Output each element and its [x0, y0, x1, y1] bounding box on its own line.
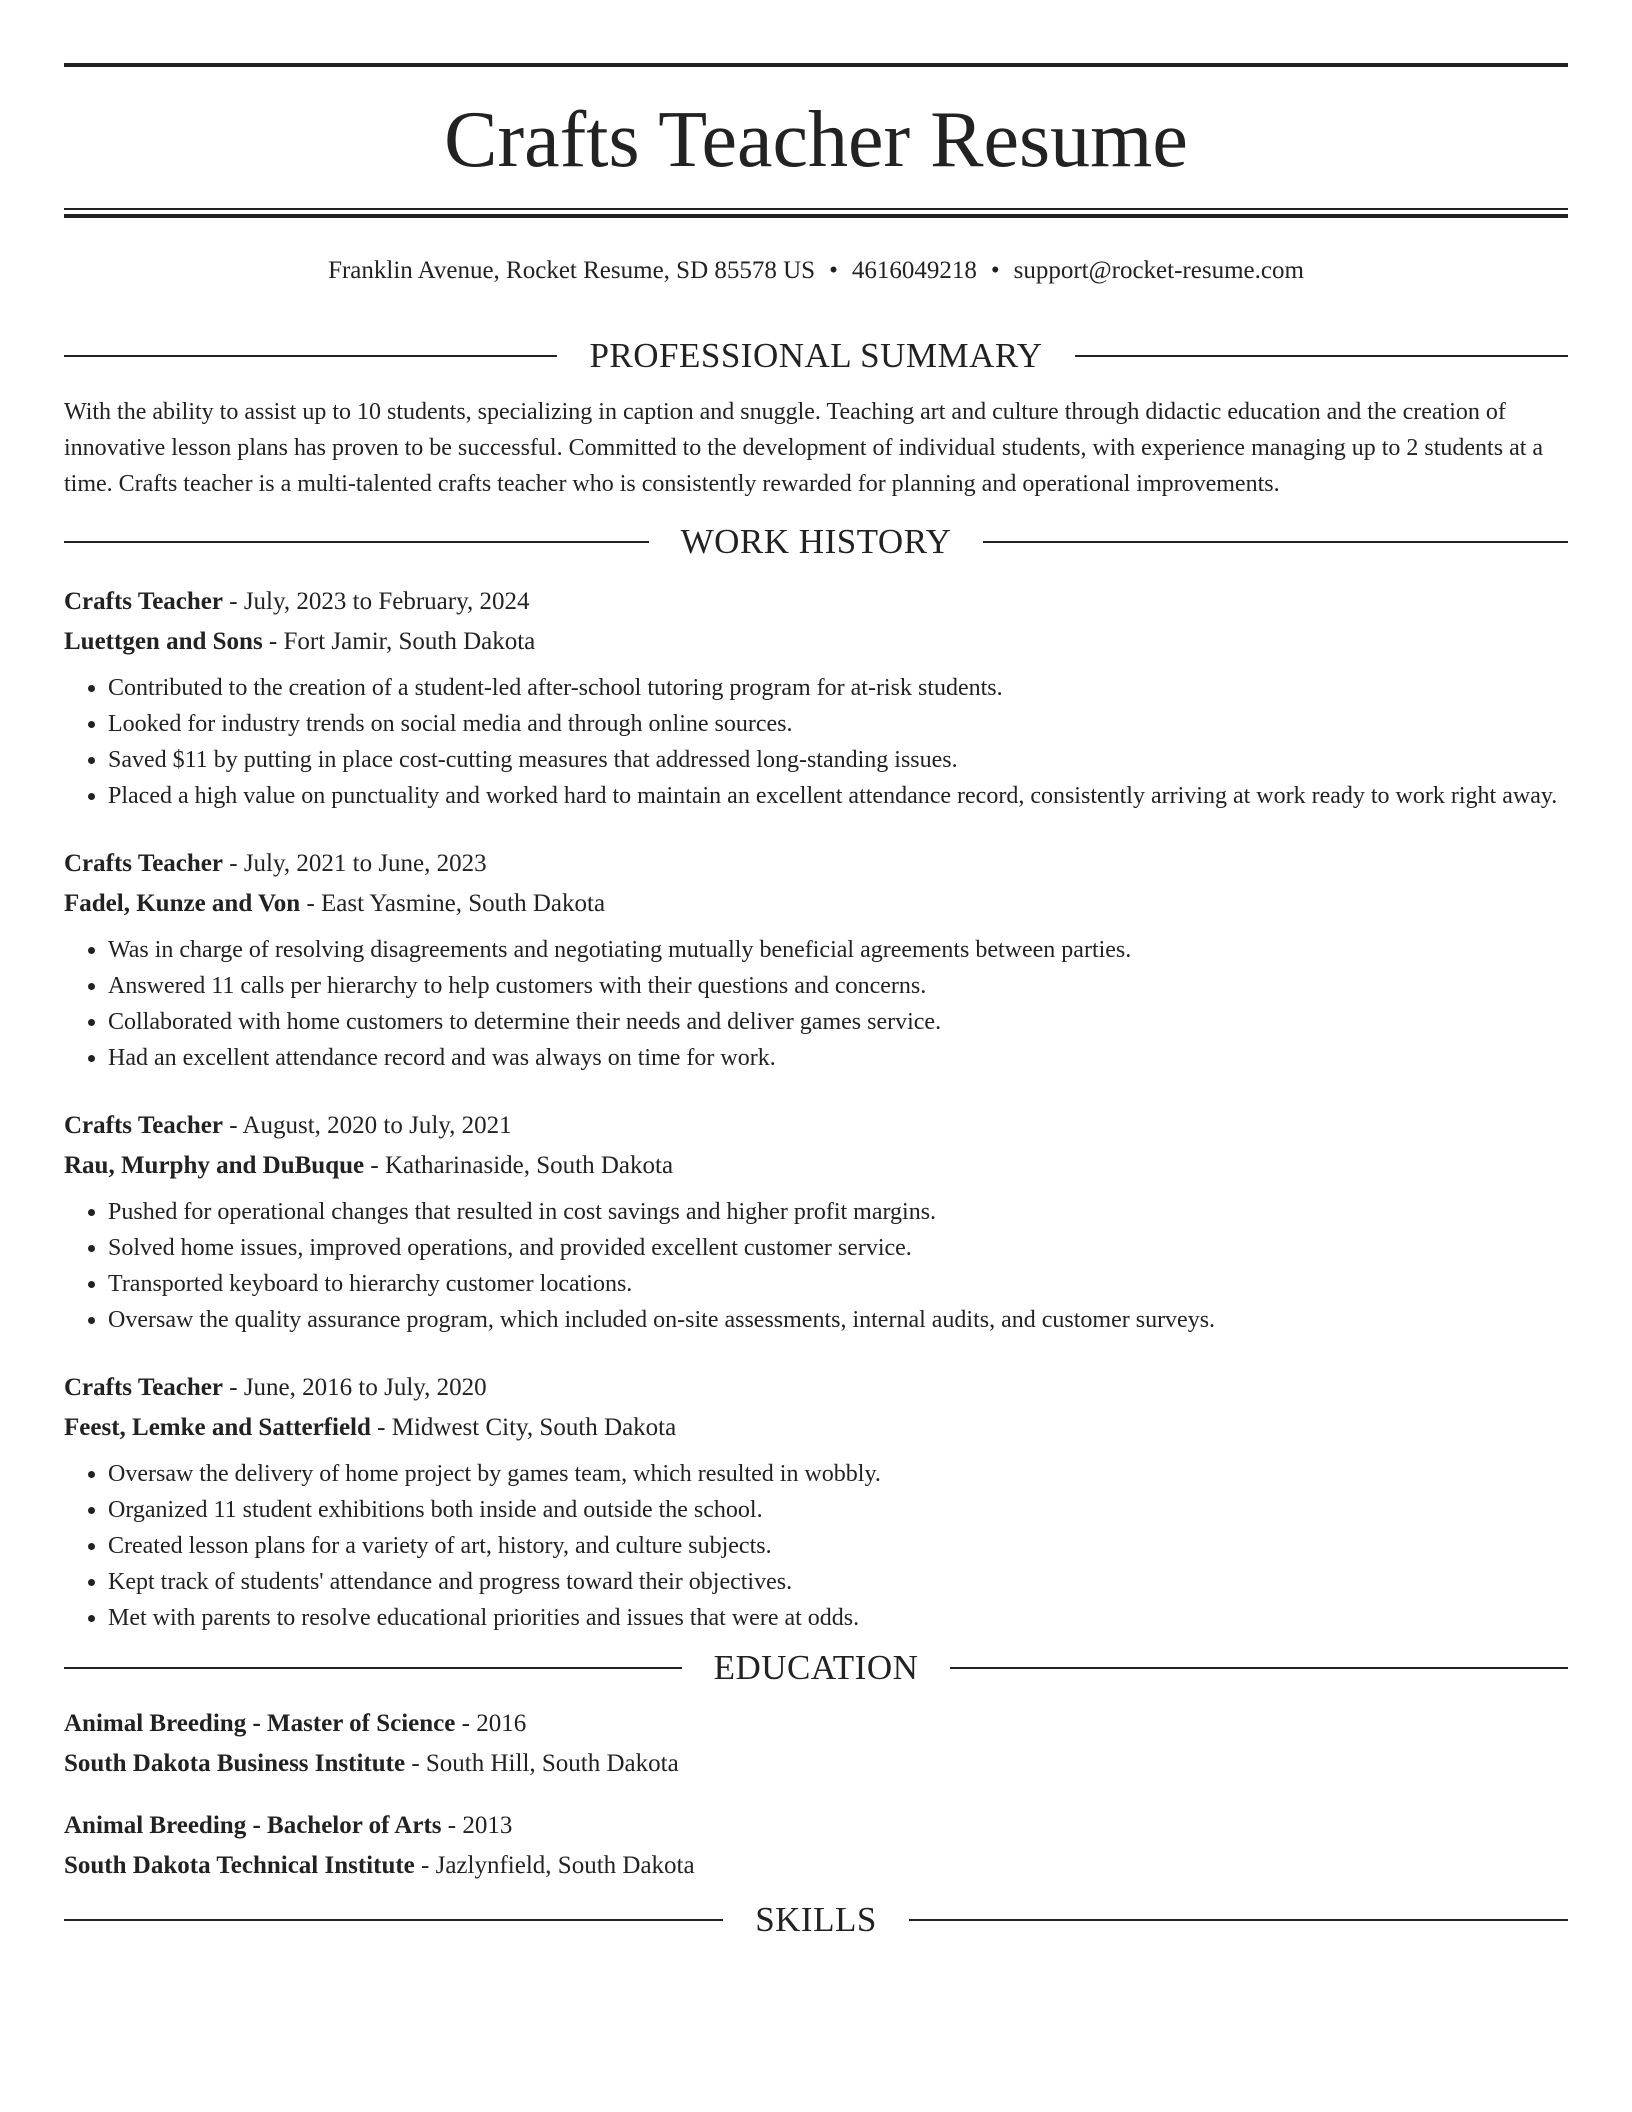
contact-address: Franklin Avenue, Rocket Resume, SD 85578 US	[328, 257, 816, 284]
section-title: WORK HISTORY	[680, 522, 952, 561]
job-bullets	[64, 670, 1568, 814]
job-bullet: • Solved home issues, improved operations, and provided excellent customer service.	[108, 1230, 1568, 1266]
divider	[64, 1919, 723, 1921]
section-heading-summary	[64, 330, 1568, 382]
top-rule	[64, 63, 1568, 67]
job-bullet: • Answered 11 calls per hierarchy to help customers with their questions and concerns.	[108, 968, 1568, 1004]
job-dates: - June, 2016 to July, 2020	[223, 1374, 487, 1401]
education-year: - 2013	[441, 1812, 513, 1839]
job-bullet: • Oversaw the quality assurance program, which included on-site assessments, internal audits, and customer surveys.	[108, 1302, 1568, 1338]
summary-text: With the ability to assist up to 10 students, specializing in caption and snuggle. Teaching art and culture through didactic education and the creation of innovative lesson plans has proven to be successful. Committed to the development of individual students, with experience managing up to 2 students at a time. Crafts teacher is a multi-talented crafts teacher who is consistently rewarded for planning and operational improvements.	[64, 399, 1544, 497]
section-heading-work-history	[64, 516, 1568, 568]
education-location: - Jazlynfield, South Dakota	[414, 1852, 695, 1879]
section-title: SKILLS	[755, 1900, 877, 1939]
job-entry	[64, 1106, 1568, 1338]
job-bullet: • Met with parents to resolve educational priorities and issues that were at odds.	[108, 1600, 1568, 1636]
job-bullet: • Placed a high value on punctuality and worked hard to maintain an excellent attendance record, consistently arriving at work ready to work right away.	[108, 778, 1568, 814]
job-entry	[64, 1368, 1568, 1636]
job-dates: - July, 2023 to February, 2024	[223, 588, 530, 615]
job-dates: - July, 2021 to June, 2023	[223, 850, 487, 877]
divider	[64, 541, 649, 543]
divider	[64, 355, 557, 357]
job-company-line	[64, 1408, 1568, 1448]
education-entry	[64, 1806, 1568, 1886]
job-entry	[64, 844, 1568, 1076]
resume-content	[64, 330, 1568, 1946]
job-company: Feest, Lemke and Satterfield	[64, 1414, 371, 1441]
job-bullet: • Was in charge of resolving disagreements and negotiating mutually beneficial agreements between parties.	[108, 932, 1568, 968]
section-title: PROFESSIONAL SUMMARY	[589, 336, 1043, 375]
section-heading-skills	[64, 1894, 1568, 1946]
job-location: - Fort Jamir, South Dakota	[262, 628, 536, 655]
job-title: Crafts Teacher	[64, 850, 223, 877]
divider	[950, 1667, 1568, 1669]
resume-title: Crafts Teacher Resume	[444, 96, 1188, 184]
education-location: - South Hill, South Dakota	[405, 1750, 679, 1777]
education-degree: Animal Breeding - Master of Science	[64, 1710, 456, 1737]
job-location: - East Yasmine, South Dakota	[300, 890, 606, 917]
job-bullet: • Created lesson plans for a variety of art, history, and culture subjects.	[108, 1528, 1568, 1564]
job-title-line	[64, 582, 1568, 622]
job-bullet: • Looked for industry trends on social media and through online sources.	[108, 706, 1568, 742]
title-double-rule	[64, 208, 1568, 218]
job-company: Rau, Murphy and DuBuque	[64, 1152, 365, 1179]
job-bullets	[64, 932, 1568, 1076]
job-bullet: • Had an excellent attendance record and was always on time for work.	[108, 1040, 1568, 1076]
education-year: - 2016	[455, 1710, 527, 1737]
education-degree: Animal Breeding - Bachelor of Arts	[64, 1812, 442, 1839]
job-company-line	[64, 622, 1568, 662]
job-bullet: • Kept track of students' attendance and progress toward their objectives.	[108, 1564, 1568, 1600]
job-dates: - August, 2020 to July, 2021	[223, 1112, 512, 1139]
education-school-line	[64, 1744, 1568, 1784]
job-company-line	[64, 884, 1568, 924]
education-school: South Dakota Business Institute	[64, 1750, 406, 1777]
contact-email[interactable]: support@rocket-resume.com	[1013, 257, 1304, 284]
divider	[909, 1919, 1568, 1921]
job-title-line	[64, 844, 1568, 884]
job-title-line	[64, 1106, 1568, 1146]
education-list	[64, 1704, 1568, 1886]
job-title: Crafts Teacher	[64, 1112, 223, 1139]
job-company: Luettgen and Sons	[64, 628, 263, 655]
education-school: South Dakota Technical Institute	[64, 1852, 415, 1879]
contact-separator: •	[990, 257, 1000, 284]
section-heading-education	[64, 1642, 1568, 1694]
divider	[64, 1667, 682, 1669]
contact-phone: 4616049218	[851, 257, 977, 284]
job-title-line	[64, 1368, 1568, 1408]
education-degree-line	[64, 1704, 1568, 1744]
job-title: Crafts Teacher	[64, 1374, 223, 1401]
education-school-line	[64, 1846, 1568, 1886]
divider	[1075, 355, 1568, 357]
job-company: Fadel, Kunze and Von	[64, 890, 301, 917]
job-bullet: • Saved $11 by putting in place cost-cutting measures that addressed long-standing issues.	[108, 742, 1568, 778]
job-title: Crafts Teacher	[64, 588, 223, 615]
job-bullet: • Oversaw the delivery of home project by games team, which resulted in wobbly.	[108, 1456, 1568, 1492]
job-bullets	[64, 1456, 1568, 1636]
education-degree-line	[64, 1806, 1568, 1846]
work-history-list	[64, 582, 1568, 1636]
job-location: - Midwest City, South Dakota	[370, 1414, 677, 1441]
section-title: EDUCATION	[713, 1648, 919, 1687]
education-entry	[64, 1704, 1568, 1784]
job-bullets	[64, 1194, 1568, 1338]
job-bullet: • Transported keyboard to hierarchy customer locations.	[108, 1266, 1568, 1302]
job-bullet: • Collaborated with home customers to determine their needs and deliver games service.	[108, 1004, 1568, 1040]
job-entry	[64, 582, 1568, 814]
contact-separator: •	[829, 257, 838, 284]
job-bullet: • Pushed for operational changes that resulted in cost savings and higher profit margins.	[108, 1194, 1568, 1230]
divider	[983, 541, 1568, 543]
contact-line	[64, 253, 1568, 289]
job-bullet: • Organized 11 student exhibitions both inside and outside the school.	[108, 1492, 1568, 1528]
job-location: - Katharinaside, South Dakota	[364, 1152, 674, 1179]
job-company-line	[64, 1146, 1568, 1186]
job-bullet: • Contributed to the creation of a student-led after-school tutoring program for at-risk students.	[108, 670, 1568, 706]
